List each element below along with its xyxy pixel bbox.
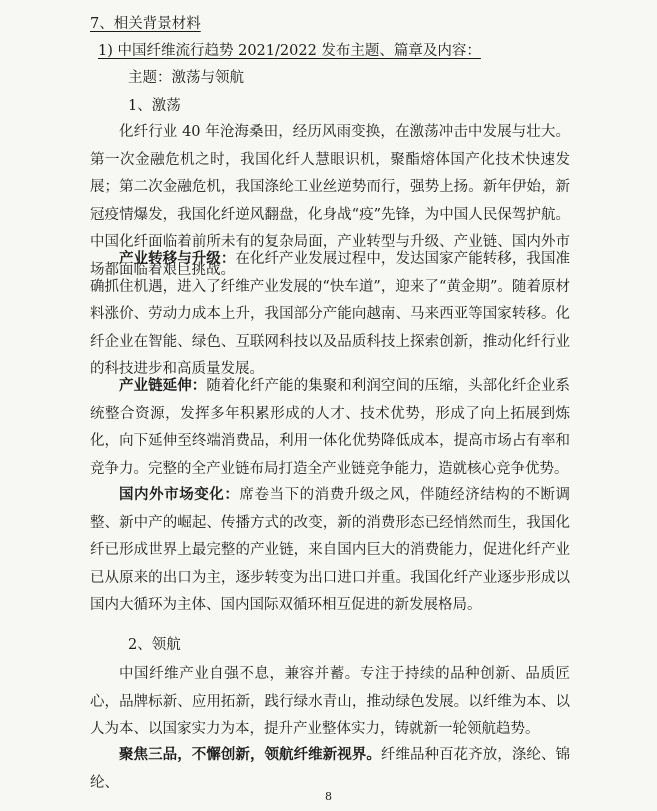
chapter2-title: 2、领航 [128,637,181,653]
page-number: 8 [325,790,332,803]
market-text: 席卷当下的消费升级之风，伴随经济结构的不断调整、新中产的崛起、传播方式的改变，新的消费形态已经悄然而生，我国化纤已形成世界上最完整的产业链，来自国内巨大的消费能力，促进化纤产业已从原来的出口为主，逐步转变为出口进口并重。我国化纤产业逐步形成以国内大循环为主体、国内国际双循环相互促进的新发展格局。 [90,487,571,614]
focus-paragraph [90,741,570,797]
focus-text: 纤维品种百花齐放，涤纶、锦纶、 [90,747,571,791]
subsection-heading-text: 1) 中国纤维流行趋势 2021/2022 发布主题、篇章及内容： [98,43,481,59]
chapter1-title: 1、激荡 [128,98,181,114]
chapter2-intro: 中国纤维产业自强不息，兼容并蓄。专注于持续的品种创新、品质匠心，品牌标新、应用拓新，践行绿水青山，推动绿色发展。以纤维为本、以人为本、以国家实力为本，提升产业整体实力，铸就新一轮领航趋势。 [90,666,570,738]
subsection-heading [98,41,578,61]
transformation-paragraph [90,245,570,384]
transformation-label: 产业转移与升级： [119,250,236,267]
section-heading-text: 7、相关背景材料 [90,16,201,32]
theme-label: 主题：激荡与领航 [128,70,244,86]
chain-label: 产业链延伸： [119,377,207,394]
chain-text: 随着化纤产能的集聚和利润空间的压缩，头部化纤企业系统整合资源，发挥多年积累形成的人才、技术优势，形成了向上拓展到炼化，向下延伸至终端消费品，利用一体化优势降低成本，提高市场占有率和竞争力。完整的全产业链布局打造全产业链竞争能力，造就核心竞争优势。 [90,378,571,477]
chapter1-intro: 化纤行业 40 年沧海桑田，经历风雨变换，在激荡冲击中发展与壮大。第一次金融危机之时，我国化纤人慧眼识机，聚酯熔体国产化技术快速发展；第二次金融危机，我国涤纶工业丝逆势而行，强势上扬。新年伊始，新冠疫情爆发，我国化纤逆风翻盘，化身战“疫”先锋，为中国人民保驾护航。中国化纤面临着前所未有的复杂局面，产业转型与升级、产业链、国内外市场都面临着艰巨挑战。 [90,124,570,278]
market-label: 国内外市场变化： [119,486,240,503]
chain-paragraph [90,372,570,483]
transformation-text: 在化纤产业发展过程中，发达国家产能转移，我国准确抓住机遇，进入了纤维产业发展的“快车道”，迎来了“黄金期”。随着原材料涨价、劳动力成本上升，我国部分产能向越南、马来西亚等国家转移。化纤企业在智能、绿色、互联网科技以及品质科技上探索创新，推动化纤行业的科技进步和高质量发展。 [90,251,571,378]
market-paragraph [90,481,570,620]
section-heading [90,14,570,34]
focus-label: 聚焦三品，不懈创新，领航纤维新视界。 [119,746,381,763]
